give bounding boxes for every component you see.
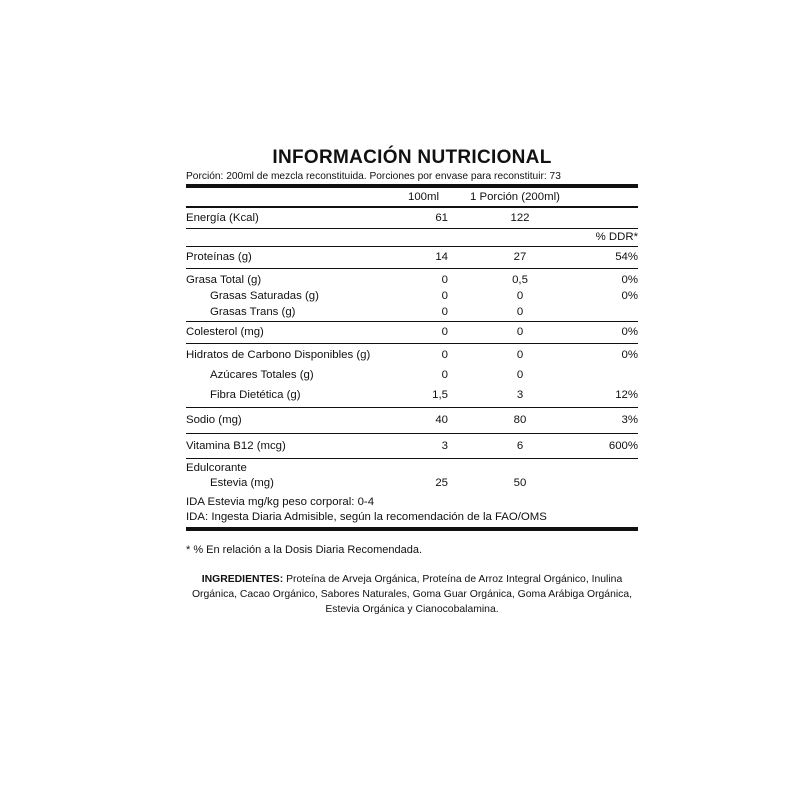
nutrient-name: Energía (Kcal) (186, 212, 259, 224)
value-portion: 0 (516, 326, 524, 338)
value-100ml: 25 (435, 477, 448, 489)
row-azucares (186, 365, 638, 385)
ddr-header-row (186, 229, 638, 246)
value-ddr: 0% (621, 349, 638, 361)
value-100ml: 1,5 (432, 389, 448, 401)
value-ddr: 600% (608, 440, 638, 452)
nutrient-name: Edulcorante (186, 462, 247, 474)
row-fibra (186, 385, 638, 407)
value-portion: 122 (510, 212, 530, 224)
nutrient-name: Grasa Total (g) (186, 274, 262, 286)
row-energia (186, 208, 638, 228)
row-estevia (186, 475, 638, 492)
row-grasa-total (186, 272, 638, 288)
value-ddr: 0% (621, 326, 638, 338)
nutrient-name: Fibra Dietética (g) (210, 389, 301, 401)
row-hidratos (186, 347, 638, 365)
value-100ml: 40 (435, 414, 448, 426)
row-grasas-saturadas (186, 288, 638, 304)
portion-info: Porción: 200ml de mezcla reconstituida. Porciones por envase para reconstituir: 73 (186, 171, 561, 182)
value-ddr: 54% (615, 251, 638, 263)
value-ddr: 0% (621, 274, 638, 286)
row-edulcorante (186, 462, 638, 475)
value-100ml: 3 (441, 440, 448, 452)
value-portion: 6 (516, 440, 524, 452)
value-100ml: 0 (441, 290, 448, 302)
value-100ml: 0 (441, 274, 448, 286)
nutrient-name: Proteínas (g) (186, 251, 252, 263)
nutrient-name: Hidratos de Carbono Disponibles (g) (186, 349, 371, 361)
nutrient-name: Vitamina B12 (mcg) (186, 440, 286, 452)
value-100ml: 0 (441, 326, 448, 338)
divider (186, 527, 638, 531)
ingredients-title: INGREDIENTES: (201, 574, 284, 585)
value-portion: 80 (513, 414, 527, 426)
label-title: INFORMACIÓN NUTRICIONAL (272, 147, 552, 168)
header-100ml: 100ml (408, 191, 440, 203)
nutrient-name: Sodio (mg) (186, 414, 242, 426)
ida-definition: IDA: Ingesta Diaria Admisible, según la recomendación de la FAO/OMS (186, 511, 547, 523)
nutrient-name: Colesterol (mg) (186, 326, 264, 338)
value-portion: 0 (516, 290, 524, 302)
value-100ml: 0 (441, 306, 448, 318)
ddr-footnote: * % En relación a la Dosis Diaria Recomendada. (186, 544, 423, 556)
value-ddr: 0% (621, 290, 638, 302)
value-portion: 0 (516, 369, 524, 381)
nutrient-name: Grasas Saturadas (g) (210, 290, 319, 302)
value-portion: 3 (516, 389, 524, 401)
ingredients-text: Proteína de Arveja Orgánica, Proteína de Arroz Integral Orgánico, Inulina Orgánica, Cacao Orgánico, Sabores Naturales, Goma Guar Orgánica, Goma Arábiga Orgánica, Estevia Orgánica y Cianocobalamina. (191, 574, 633, 615)
value-ddr: 3% (621, 414, 638, 426)
value-portion: 50 (513, 477, 527, 489)
row-vitamina-b12 (186, 434, 638, 458)
row-sodio (186, 408, 638, 433)
value-portion: 0 (516, 306, 524, 318)
header-ddr: % DDR* (595, 231, 638, 243)
value-portion: 27 (513, 251, 527, 263)
value-portion: 0 (516, 349, 524, 361)
row-proteinas (186, 247, 638, 268)
value-portion: 0,5 (512, 274, 528, 286)
nutrient-name: Azúcares Totales (g) (210, 369, 314, 381)
value-ddr: 12% (615, 389, 638, 401)
ida-estevia: IDA Estevia mg/kg peso corporal: 0-4 (186, 496, 375, 508)
nutrient-name: Grasas Trans (g) (210, 306, 296, 318)
value-100ml: 0 (441, 349, 448, 361)
value-100ml: 61 (435, 212, 448, 224)
header-portion: 1 Porción (200ml) (470, 191, 560, 203)
value-100ml: 14 (435, 251, 448, 263)
row-grasas-trans (186, 304, 638, 321)
nutrition-label (186, 146, 638, 617)
nutrient-name: Estevia (mg) (210, 477, 274, 489)
value-100ml: 0 (441, 369, 448, 381)
column-header-row (186, 188, 638, 206)
row-colesterol (186, 322, 638, 343)
ingredients-block (186, 572, 638, 617)
